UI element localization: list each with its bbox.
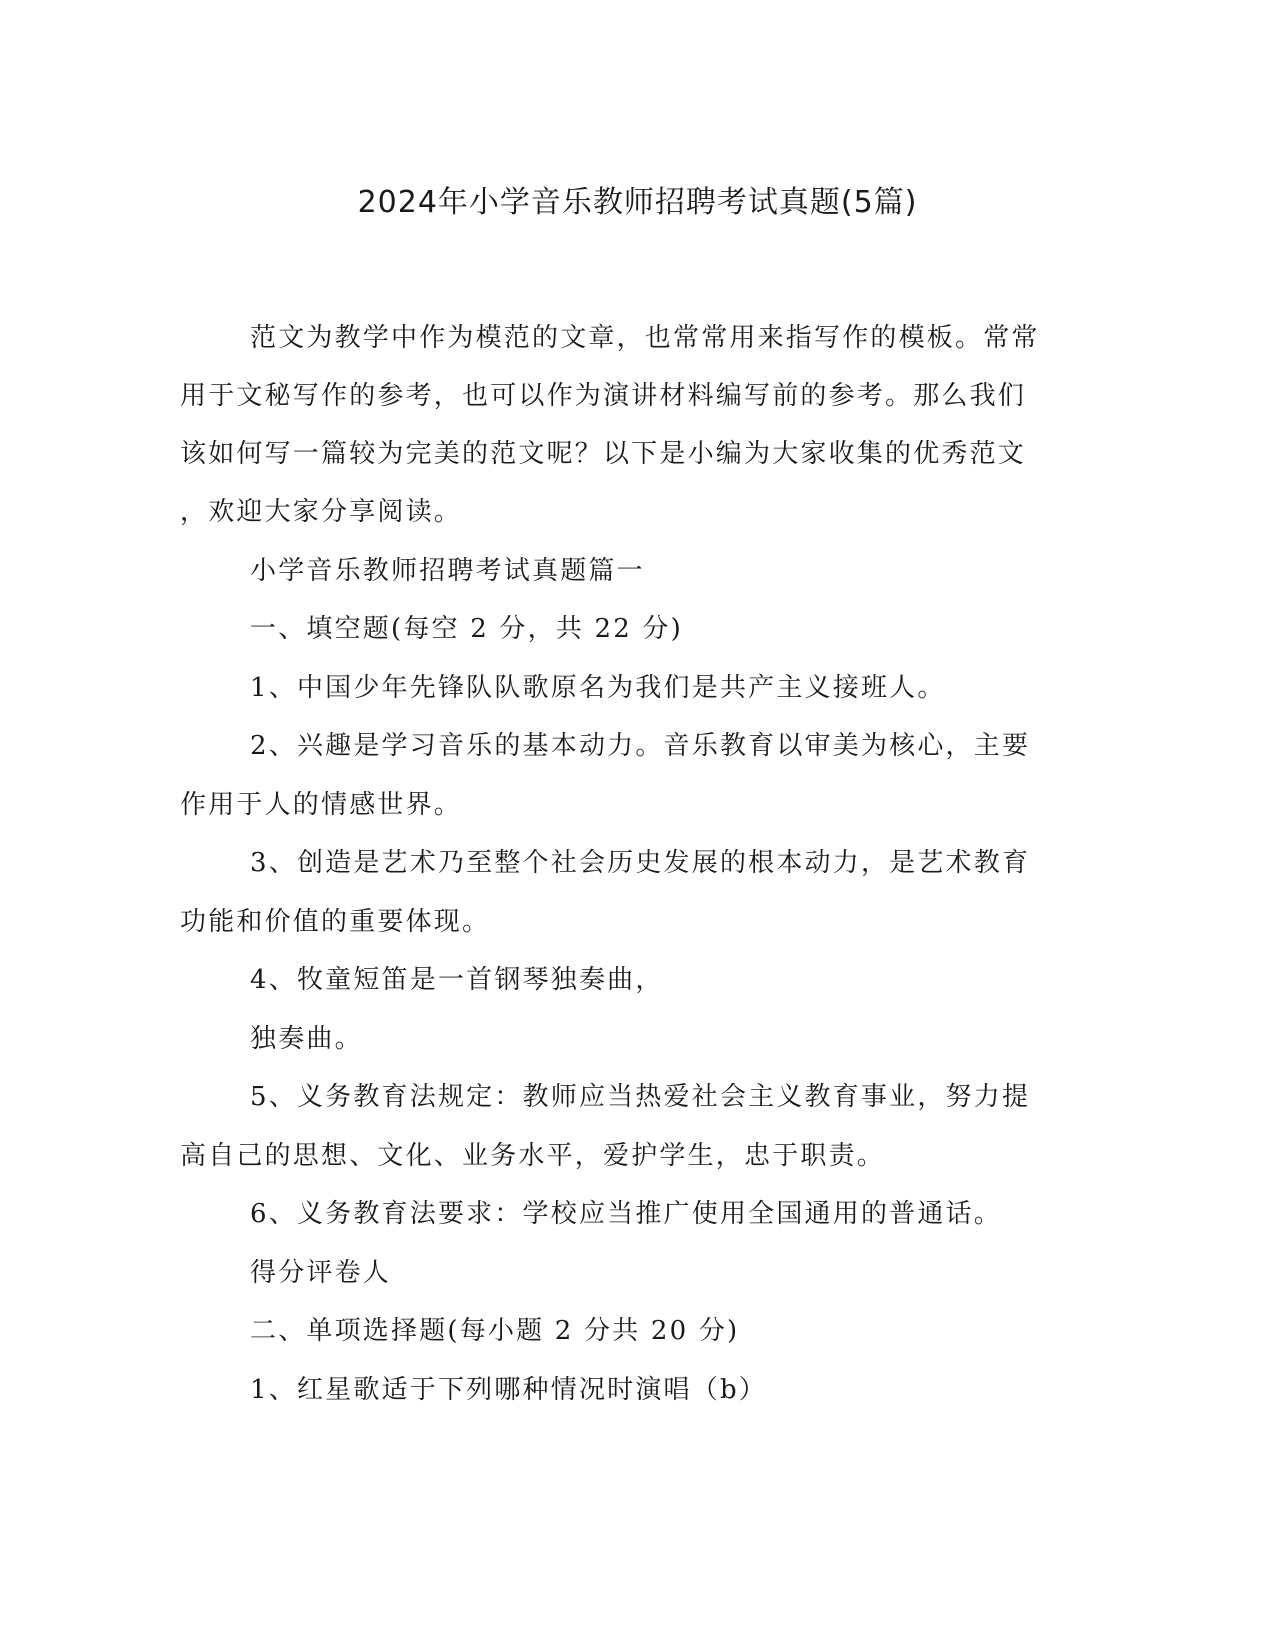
text-line: 该如何写一篇较为完美的范文呢？以下是小编为大家收集的优秀范文 xyxy=(180,439,1027,469)
document-title: 2024年小学音乐教师招聘考试真题(5篇) xyxy=(357,185,918,220)
question-item: 2、兴趣是学习音乐的基本动力。音乐教育以审美为核心，主要 xyxy=(250,731,1031,761)
question-item: 1、红星歌适于下列哪种情况时演唱（b） xyxy=(250,1375,767,1405)
text-line: ，欢迎大家分享阅读。 xyxy=(180,497,463,527)
question-item: 1、中国少年先锋队队歌原名为我们是共产主义接班人。 xyxy=(250,673,946,703)
score-label: 得分评卷人 xyxy=(250,1258,392,1288)
question-item: 3、创造是艺术乃至整个社会历史发展的根本动力，是艺术教育 xyxy=(250,848,1031,878)
text-line: 作用于人的情感世界。 xyxy=(180,790,463,820)
text-line: 独奏曲。 xyxy=(250,1024,363,1054)
text-line: 用于文秘写作的参考，也可以作为演讲材料编写前的参考。那么我们 xyxy=(180,381,1027,411)
section-heading: 小学音乐教师招聘考试真题篇一 xyxy=(250,556,645,586)
question-item: 6、义务教育法要求：学校应当推广使用全国通用的普通话。 xyxy=(250,1199,1002,1229)
question-heading: 二、单项选择题(每小题 2 分共 20 分) xyxy=(250,1316,740,1346)
text-line: 高自己的思想、文化、业务水平，爱护学生，忠于职责。 xyxy=(180,1141,886,1171)
text-line: 功能和价值的重要体现。 xyxy=(180,907,491,937)
question-item: 5、义务教育法规定：教师应当热爱社会主义教育事业，努力提 xyxy=(250,1082,1031,1112)
question-item: 4、牧童短笛是一首钢琴独奏曲， xyxy=(250,965,664,995)
question-heading: 一、填空题(每空 2 分，共 22 分) xyxy=(250,614,683,644)
text-line: 范文为教学中作为模范的文章，也常常用来指写作的模板。常常 xyxy=(250,323,1040,353)
